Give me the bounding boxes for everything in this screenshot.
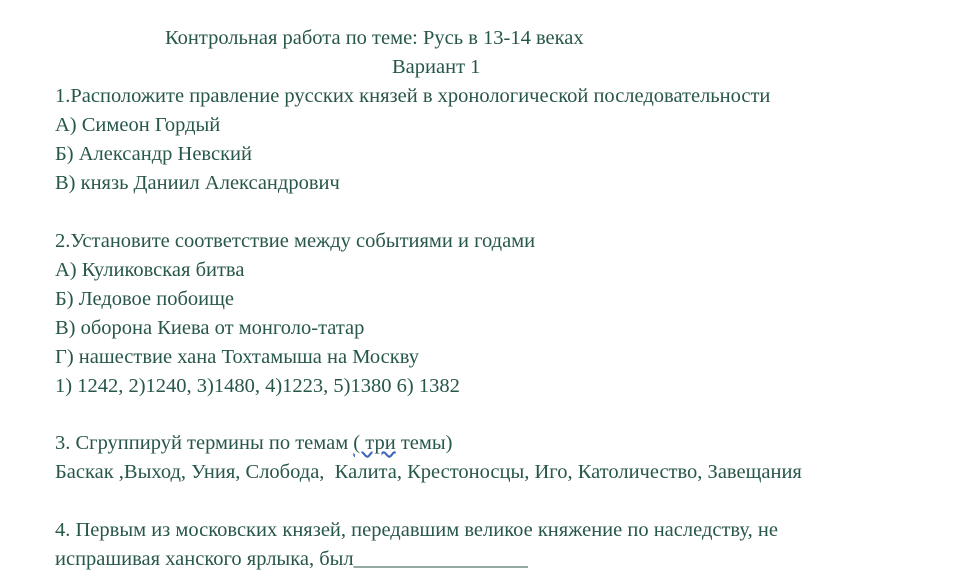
question-3 (55, 429, 452, 458)
q3-prefix: 3. Сгруппируй термины по темам (55, 432, 354, 454)
q1-option-c: В) князь Даниил Александрович (55, 172, 340, 194)
q2-option-c: В) оборона Киева от монголо-татар (55, 317, 365, 339)
q2-option-a: А) Куликовская битва (55, 259, 245, 281)
q2-years: 1) 1242, 2)1240, 3)1480, 4)1223, 5)1380 6) 1382 (55, 375, 460, 397)
question-4-line-1: 4. Первым из московских князей, передавшим великое княжение по наследству, не (55, 519, 778, 541)
q2-option-b: Б) Ледовое побоище (55, 288, 235, 310)
q3-spellcheck-marked: ( три (353, 432, 396, 454)
q3-terms: Баскак ,Выход, Уния, Слобода, Калита, Крестоносцы, Иго, Католичество, Завещания (55, 461, 802, 483)
question-4-line-2: испрашивая ханского ярлыка, был_________________ (55, 548, 528, 570)
question-2: 2.Установите соответствие между событиями и годами (55, 230, 536, 252)
page-title: Контрольная работа по теме: Русь в 13-14 веках (165, 27, 584, 49)
q1-option-a: А) Симеон Гордый (55, 114, 221, 136)
question-1: 1.Расположите правление русских князей в хронологической последовательности (55, 85, 771, 107)
q2-option-d: Г) нашествие хана Тохтамыша на Москву (55, 346, 419, 368)
q3-suffix: темы) (395, 432, 453, 454)
variant-label: Вариант 1 (392, 56, 481, 78)
q1-option-b: Б) Александр Невский (55, 143, 252, 165)
